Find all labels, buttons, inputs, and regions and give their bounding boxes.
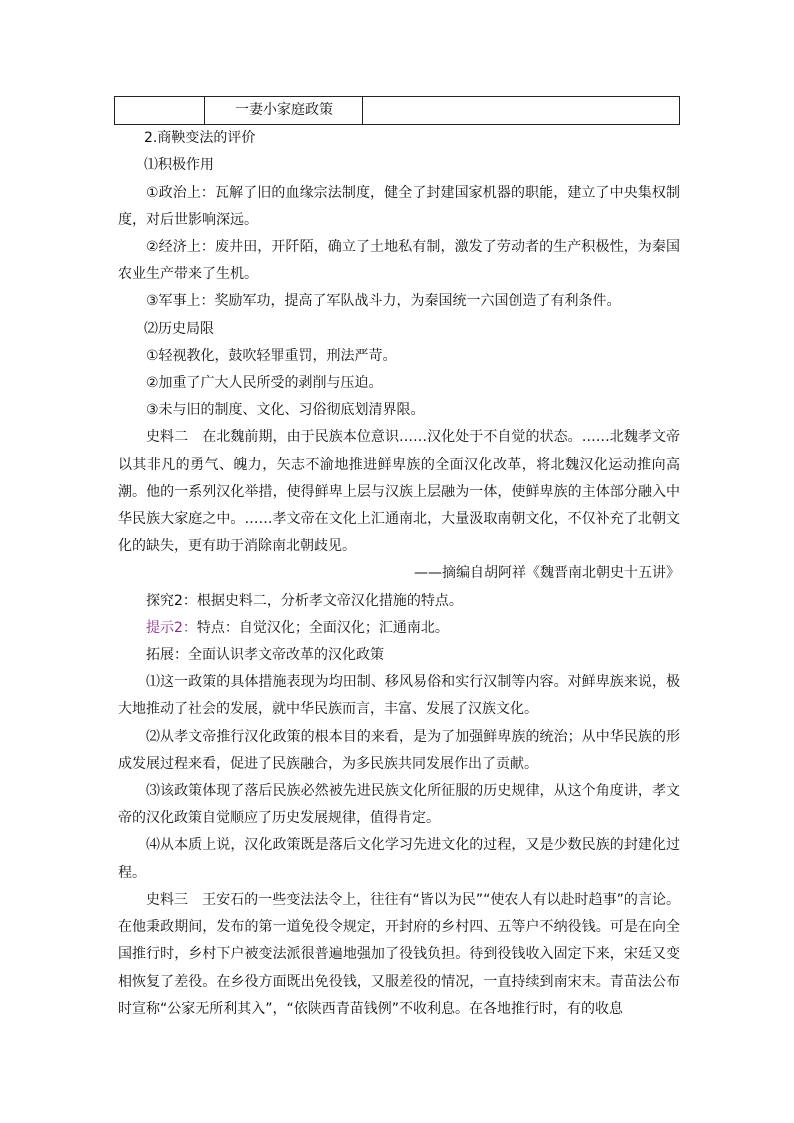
extension-point: ⑶该政策体现了落后民族必然被先进民族文化所征服的历史规律，从这个角度讲，孝文帝的汉化政策自觉顺应了历史发展规律，值得肯定。 [118,783,680,827]
material-source-citation: ——摘编自胡阿祥《魏晋南北朝史十五讲》 [414,565,680,582]
extension-point: ⑷从本质上说，汉化政策既是落后文化学习先进文化的过程，又是少数民族的封建化过程。 [118,837,680,881]
subsection-heading-limits: ⑵历史局限 [144,320,214,337]
positive-point-military: ③军事上：奖励军功，提高了军队战斗力，为秦国统一六国创造了有利条件。 [146,293,621,310]
positive-point-economic: ②经济上：废井田，开阡陌，确立了土地私有制，激发了劳动者的生产积极性，为秦国农业生产带来了生机。 [118,239,680,283]
section-heading: 2.商鞅变法的评价 [144,130,256,147]
extension-heading: 拓展：全面认识孝文帝改革的汉化政策 [146,647,384,664]
policy-table-fragment [114,96,680,125]
historical-material-3: 史料三 王安石的一些变法法令上，往往有“皆以为民”“使农人有以赴时趋事”的言论。在他秉政期间，发布的第一道免役令规定，开封府的乡村四、五等户不纳役钱。可是在向全国推行时，乡村下户被变法派很普遍地强加了役钱负担。待到役钱收入固定下来，宋廷又变相恢复了差役。在乡役方面既出免役钱，又服差役的情况，一直持续到南宋末。青苗法公布时宣称“公家无所利其入”，“依陕西青苗钱例”不收利息。在各地推行时，有的收息 [118,891,680,1017]
hint-paragraph [118,615,680,642]
subsection-heading-positive: ⑴积极作用 [144,157,214,174]
document-body [118,96,680,1023]
hint-text: 特点：自觉汉化；全面汉化；汇通南北。 [196,619,449,636]
limit-point: ②加重了广大人民所受的剥削与压迫。 [146,375,383,392]
table-row [115,97,680,125]
inquiry-question: 探究2：根据史料二，分析孝文帝汉化措施的特点。 [146,592,463,609]
positive-point-political: ①政治上：瓦解了旧的血缘宗法制度，健全了封建国家机器的职能，建立了中央集权制度，对后世影响深远。 [118,184,680,228]
table-cell-policy: 一妻小家庭政策 [205,97,363,125]
extension-point: ⑴这一政策的具体措施表现为均田制、移风易俗和实行汉制等内容。对鲜卑族来说，极大地推动了社会的发展，就中华民族而言，丰富、发展了汉族文化。 [118,674,680,718]
table-cell [363,97,680,125]
limit-point: ③未与旧的制度、文化、习俗彻底划清界限。 [146,402,425,419]
table-cell [115,97,205,125]
hint-label: 提示2： [146,619,197,636]
historical-material-2: 史料二 在北魏前期，由于民族本位意识……汉化处于不自觉的状态。……北魏孝文帝以其非凡的勇气、魄力，矢志不渝地推进鲜卑族的全面汉化改革，将北魏汉化运动推向高潮。他的一系列汉化举措，使得鲜卑上层与汉族上层融为一体，使鲜卑族的主体部分融入中华民族大家庭之中。……孝文帝在文化上汇通南北，大量汲取南朝文化，不仅补充了北朝文化的缺失，更有助于消除南北朝歧见。 [118,429,680,555]
limit-point: ①轻视教化，鼓吹轻罪重罚，刑法严苛。 [146,347,397,364]
extension-point: ⑵从孝文帝推行汉化政策的根本目的来看，是为了加强鲜卑族的统治；从中华民族的形成发展过程来看，促进了民族融合，为多民族共同发展作出了贡献。 [118,728,680,772]
